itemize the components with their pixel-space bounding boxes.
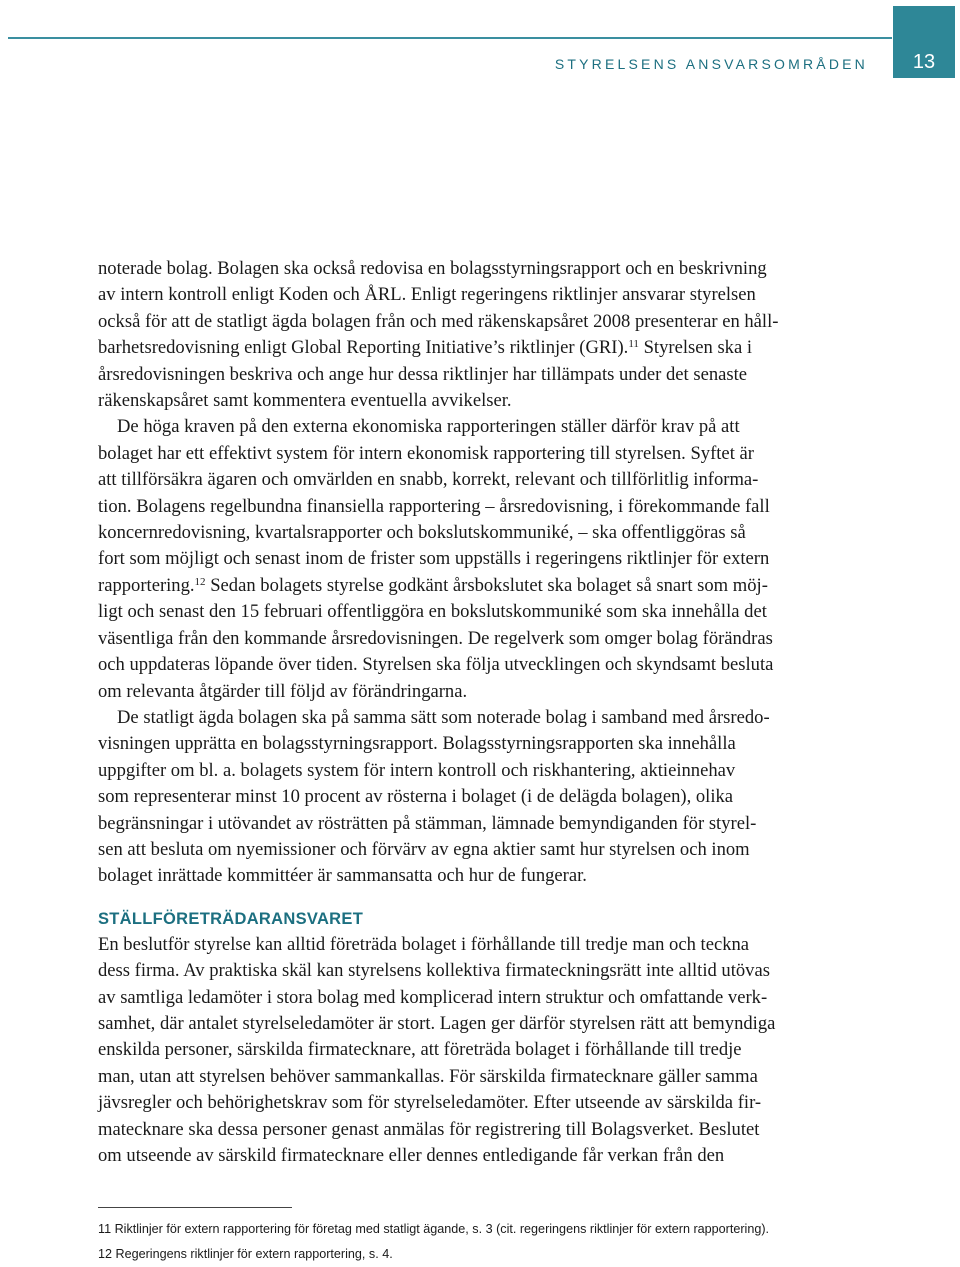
text-line: räkenskapsåret samt kommentera eventuella avvikelser. bbox=[98, 390, 512, 412]
paragraph-2 bbox=[98, 414, 870, 704]
page-number: 13 bbox=[912, 51, 936, 73]
text-line: om relevanta åtgärder till följd av förändringarna. bbox=[98, 680, 468, 702]
text-line: samhet, där antalet styrelseledamöter är stort. Lagen ger därför styrelsen rätt att bemyndiga bbox=[98, 1012, 776, 1034]
text-line: bolaget inrättade kommittéer är sammansatta och hur de fungerar. bbox=[98, 865, 587, 887]
text-line: av samtliga ledamöter i stora bolag med komplicerad intern struktur och omfattande verk- bbox=[98, 986, 768, 1008]
text-line: matecknare ska dessa personer genast anmälas för registrering till Bolagsverket. Beslutet bbox=[98, 1118, 760, 1140]
text-line: uppgifter om bl. a. bolagets system för intern kontroll och riskhantering, aktieinnehav bbox=[98, 759, 736, 781]
text-line: fort som möjligt och senast inom de frister som uppställs i regeringens riktlinjer för extern bbox=[98, 548, 770, 570]
footnote-12: 12 Regeringens riktlinjer för extern rapportering, s. 4. bbox=[98, 1247, 393, 1261]
text-line: visningen upprätta en bolagsstyrningsrapport. Bolagsstyrningsrapporten ska innehålla bbox=[98, 733, 736, 755]
footnote-rule bbox=[98, 1207, 292, 1208]
text-line: bolaget har ett effektivt system för intern ekonomisk rapportering till styrelsen. Syftet är bbox=[98, 442, 754, 464]
paragraph-4 bbox=[98, 932, 870, 1170]
text-line: enskilda personer, särskilda firmatecknare, att företräda bolaget i förhållande till tredje bbox=[98, 1039, 742, 1061]
section-heading: STÄLLFÖRETRÄDARANSVARET bbox=[98, 909, 364, 928]
text-line: koncernredovisning, kvartalsrapporter och bokslutskommuniké, – ska offentliggöras så bbox=[98, 522, 746, 544]
page-number-badge bbox=[893, 6, 955, 78]
paragraph-3 bbox=[98, 705, 870, 890]
text-line: ligt och senast den 15 februari offentliggöra en bokslutskommuniké som ska innehålla det bbox=[98, 601, 767, 623]
running-header: STYRELSENS ANSVARSOMRÅDEN bbox=[554, 56, 868, 72]
paragraph-1 bbox=[98, 256, 870, 414]
text-line: jävsregler och behörighetskrav som för styrelseledamöter. Efter utseende av särskilda fir- bbox=[98, 1092, 762, 1114]
header-rule bbox=[8, 37, 892, 39]
text-line: också för att de statligt ägda bolagen från och med räkenskapsåret 2008 presenterar en håll- bbox=[98, 310, 779, 332]
text-line: att tillförsäkra ägaren och omvärlden en snabb, korrekt, relevant och tillförlitlig informa- bbox=[98, 469, 759, 491]
text-line: väsentliga från den kommande årsredovisningen. De regelverk som omger bolag förändras bbox=[98, 627, 773, 649]
text-line: som representerar minst 10 procent av rösterna i bolaget (i de delägda bolagen), olika bbox=[98, 786, 734, 808]
text-line: En beslutför styrelse kan alltid företräda bolaget i förhållande till tredje man och teckna bbox=[98, 933, 750, 955]
footnote-11: 11 Riktlinjer för extern rapportering för företag med statligt ägande, s. 3 (cit. regeringens riktlinjer för extern rapportering). bbox=[98, 1222, 770, 1236]
text-line: barhetsredovisning enligt Global Reporting Initiative’s riktlinjer (GRI).$^{11}$ Styrelsen ska i bbox=[98, 337, 753, 359]
text-line: om utseende av särskild firmatecknare eller dennes entledigande får verkan från den bbox=[98, 1145, 725, 1166]
text-line: rapportering.$^{12}$ Sedan bolagets styrelse godkänt årsbokslutet ska bolaget så snart som möj- bbox=[98, 574, 768, 596]
footnotes bbox=[98, 1217, 918, 1267]
text-line: sen att besluta om nyemissioner och förvärv av egna aktier samt hur styrelsen och inom bbox=[98, 838, 750, 860]
body-text bbox=[98, 256, 870, 1169]
text-line: och uppdateras löpande över tiden. Styrelsen ska följa utvecklingen och skyndsamt besluta bbox=[98, 654, 774, 676]
text-line: årsredovisningen beskriva och ange hur dessa riktlinjer har tillämpats under det senaste bbox=[98, 363, 748, 385]
text-line: dess firma. Av praktiska skäl kan styrelsens kollektiva firmateckningsrätt inte alltid utövas bbox=[98, 960, 770, 982]
text-line: av intern kontroll enligt Koden och ÅRL. Enligt regeringens riktlinjer ansvarar styrelsen bbox=[98, 284, 756, 306]
text-line: tion. Bolagens regelbundna finansiella rapportering – årsredovisning, i förekommande fall bbox=[98, 495, 770, 517]
text-line: De höga kraven på den externa ekonomiska rapporteringen ställer därför krav på att bbox=[117, 416, 740, 438]
footnote-ref-11: 11 bbox=[628, 338, 639, 351]
footnote-ref-12: 12 bbox=[194, 575, 206, 588]
text-line: noterade bolag. Bolagen ska också redovisa en bolagsstyrningsrapport och en beskrivning bbox=[98, 258, 767, 279]
text-line: begränsningar i utövandet av rösträtten på stämman, lämnade bemyndiganden för styrel- bbox=[98, 812, 757, 834]
text-line: man, utan att styrelsen behöver sammankallas. För särskilda firmatecknare gäller samma bbox=[98, 1065, 758, 1087]
text-line: De statligt ägda bolagen ska på samma sätt som noterade bolag i samband med årsredo- bbox=[117, 706, 770, 728]
